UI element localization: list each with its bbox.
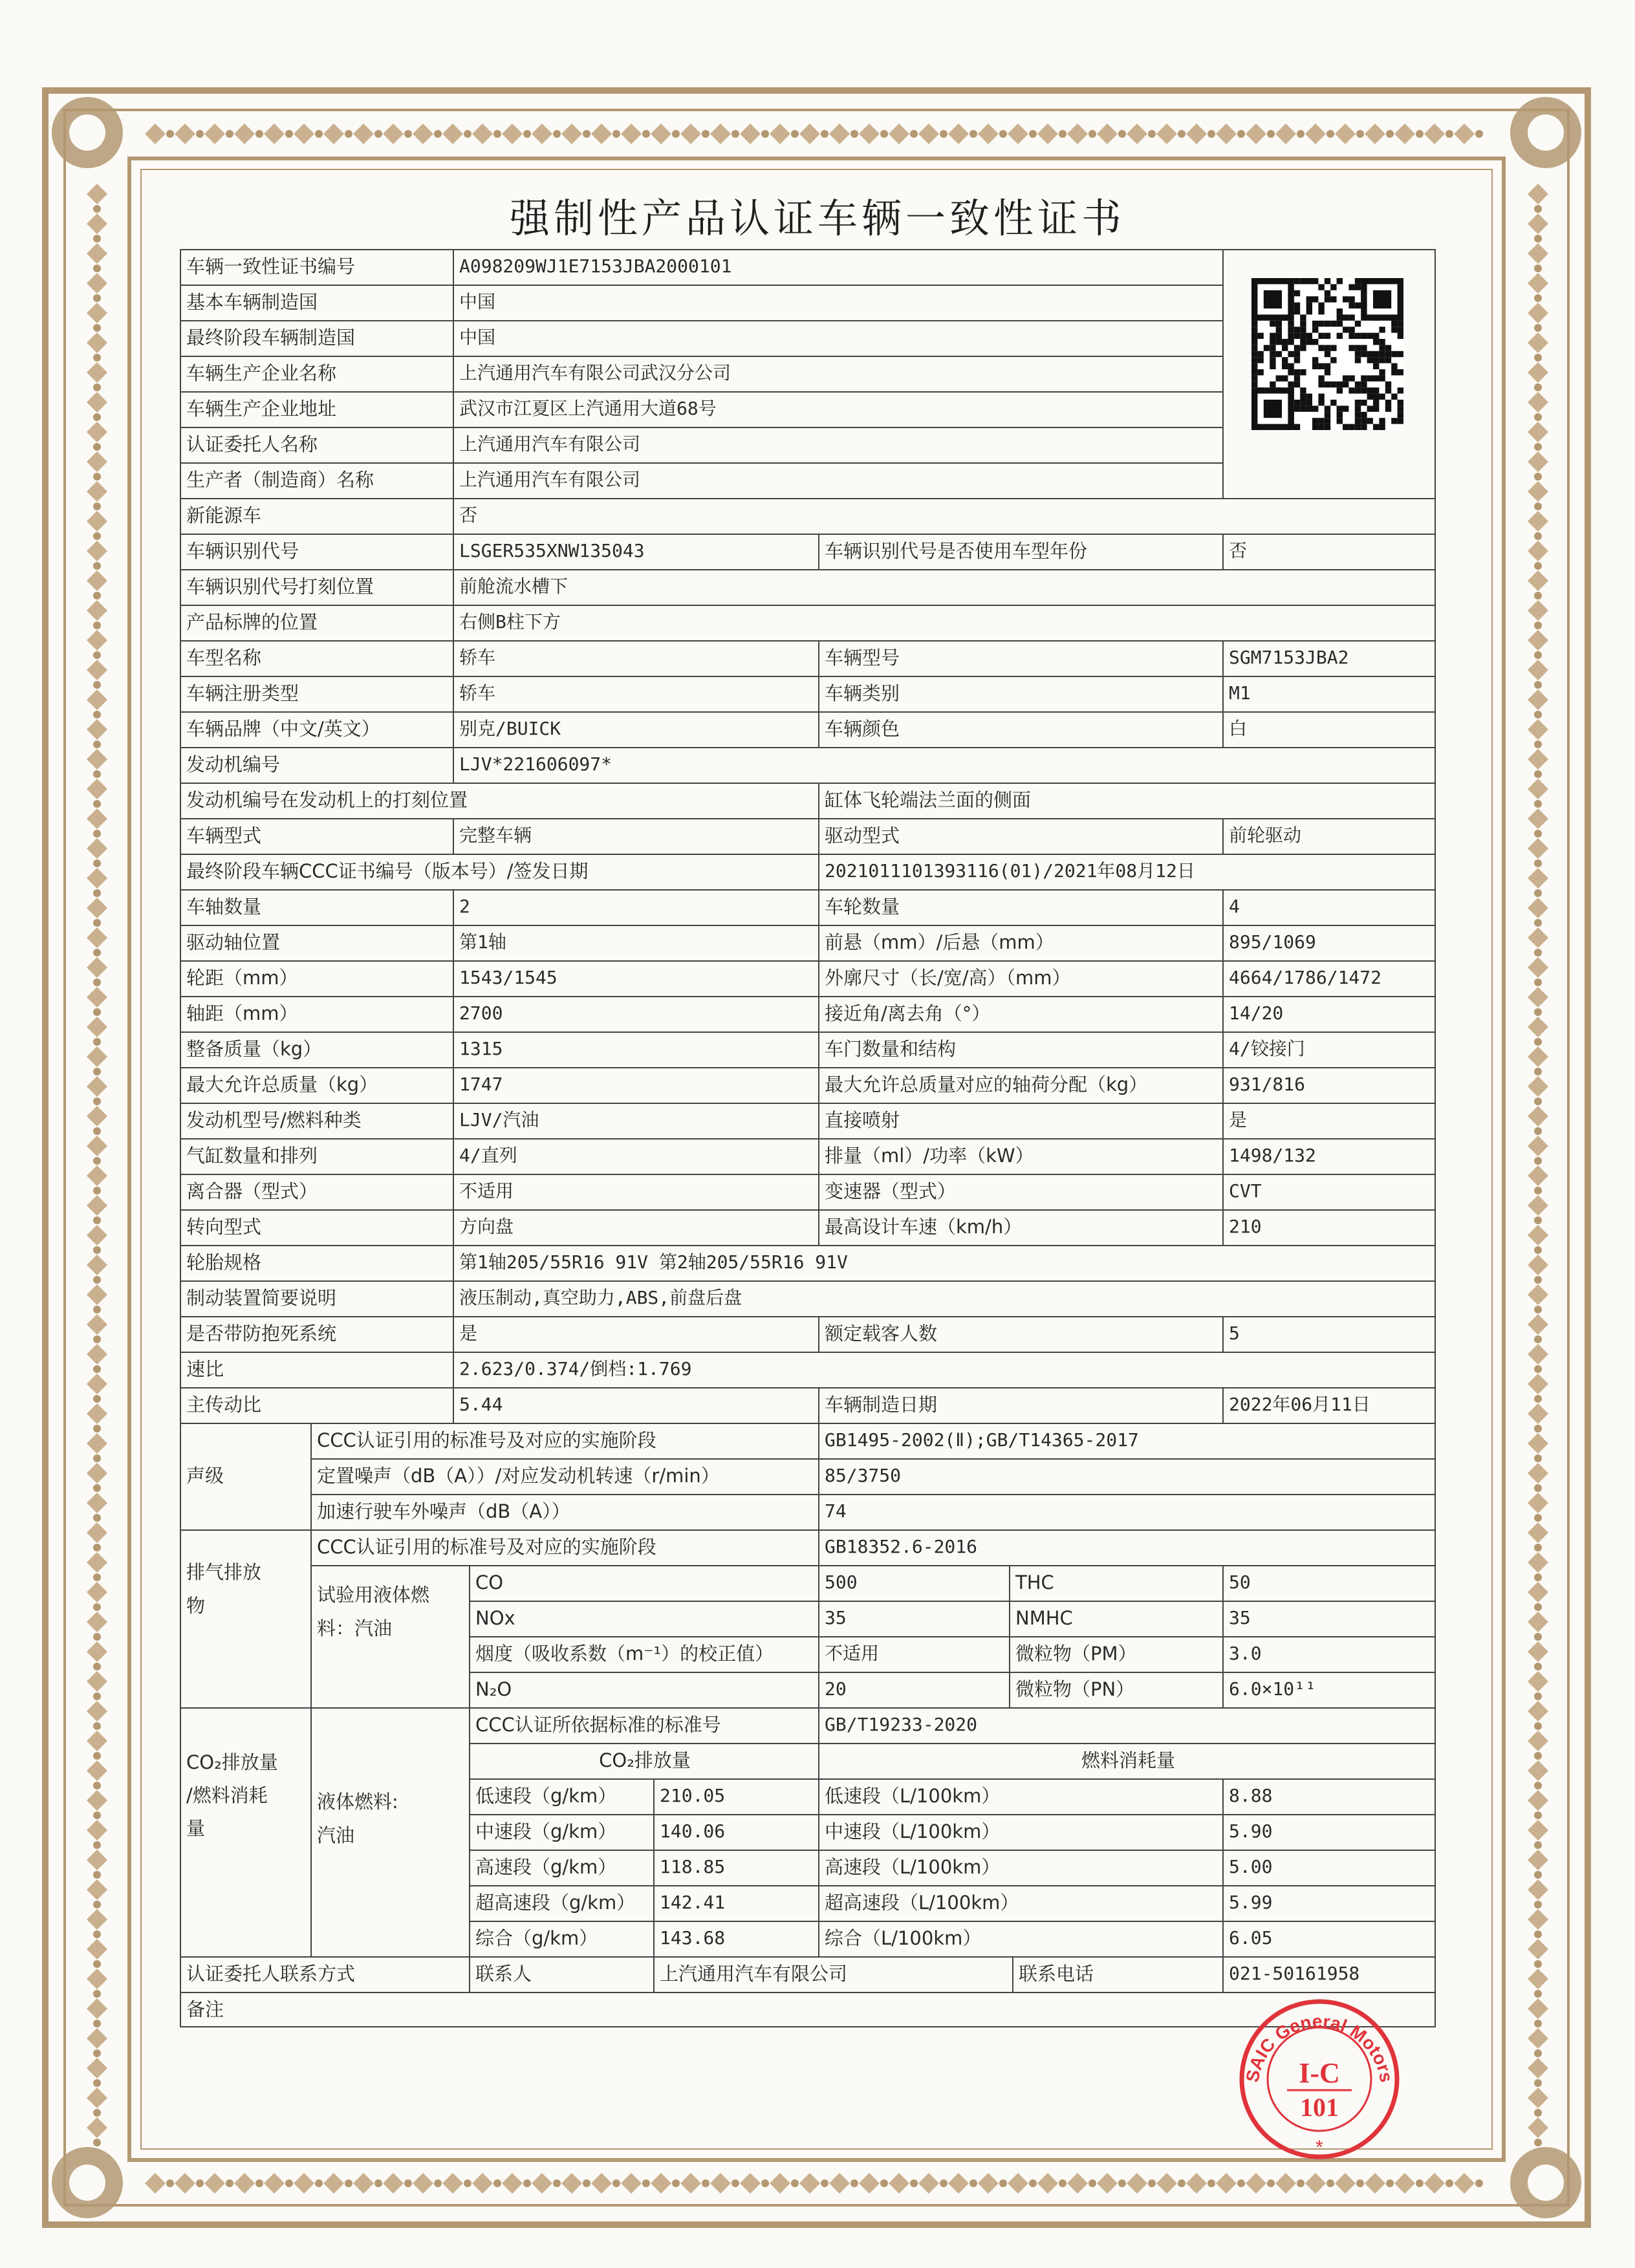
- table-rule: [818, 1174, 819, 1209]
- emission-smoke-label: 烟度（吸收系数（m⁻¹）的校正值）: [475, 1642, 774, 1665]
- fuel-row-value: 8.88: [1229, 1785, 1273, 1807]
- row-label2-cylinders: 排量（ml）/功率（kW）: [825, 1144, 1034, 1167]
- emission-nmhc-label: NMHC: [1015, 1606, 1073, 1629]
- table-rule: [453, 640, 454, 676]
- emission-thc-value: 50: [1229, 1571, 1251, 1593]
- table-rule: [1222, 1103, 1224, 1138]
- row-value-producer: 上汽通用汽车有限公司: [459, 469, 641, 491]
- table-rule: [453, 1103, 454, 1138]
- noise-stationary-value: 85/3750: [825, 1465, 902, 1487]
- co2-label-line1: CO₂排放量: [186, 1751, 278, 1773]
- table-rule: [453, 818, 454, 854]
- row-label-max_mass: 最大允许总质量（kg）: [186, 1073, 378, 1096]
- row-value-address: 武汉市江夏区上汽通用大道68号: [459, 398, 717, 420]
- co2-row-label: 低速段（g/km）: [475, 1784, 617, 1807]
- table-rule: [453, 1031, 454, 1067]
- emission-nmhc-value: 35: [1229, 1607, 1251, 1629]
- row-label-final_country: 最终阶段车辆制造国: [186, 326, 356, 349]
- row-value-tires: 第1轴205/55R16 91V 第2轴205/55R16 91V: [459, 1251, 848, 1273]
- fuel-row-label: 中速段（L/100km）: [825, 1820, 1001, 1842]
- table-rule: [453, 1387, 454, 1423]
- emission-n2o-value: 20: [825, 1678, 847, 1700]
- table-rule: [310, 1529, 312, 1707]
- row-label2-brand: 车辆颜色: [825, 717, 900, 740]
- row-label2-engine_model: 直接喷射: [825, 1108, 900, 1131]
- table-rule: [453, 249, 454, 498]
- table-rule: [453, 996, 454, 1031]
- co2-fuel-line1: 液体燃料:: [317, 1791, 398, 1813]
- table-rule: [469, 1601, 1436, 1602]
- table-rule: [818, 1316, 819, 1352]
- table-rule: [818, 783, 819, 818]
- co2-std-value: GB/T19233-2020: [825, 1714, 978, 1736]
- emission-n2o-label: N₂O: [475, 1678, 512, 1700]
- table-rule: [818, 818, 819, 854]
- row-value-applicant: 上汽通用汽车有限公司: [459, 433, 641, 455]
- table-rule: [818, 534, 819, 569]
- table-rule: [818, 1138, 819, 1174]
- table-rule: [469, 1672, 1436, 1673]
- table-rule: [1222, 1956, 1224, 1992]
- table-rule: [453, 747, 454, 783]
- row-label2-curb_mass: 车门数量和结构: [825, 1037, 957, 1060]
- co2-row-value: 118.85: [660, 1856, 726, 1878]
- table-rule: [1222, 1174, 1224, 1209]
- row-label-tires: 轮胎规格: [186, 1251, 262, 1273]
- emission-co-label: CO: [475, 1571, 504, 1593]
- row-value-vin_pos: 前舱流水槽下: [459, 576, 568, 598]
- row-label-ratio: 速比: [186, 1357, 224, 1380]
- row-value-clutch: 不适用: [459, 1180, 514, 1202]
- row-label2-clutch: 变速器（型式）: [825, 1180, 957, 1202]
- table-rule: [818, 996, 819, 1031]
- seal-number: 101: [1300, 2093, 1339, 2122]
- row-value2-veh_form: 前轮驱动: [1229, 825, 1302, 847]
- row-value2-final_drive: 2022年06月11日: [1229, 1394, 1370, 1416]
- co2-row-value: 142.41: [660, 1892, 726, 1914]
- row-label-model_name: 车型名称: [186, 646, 262, 669]
- co2-row-label: 综合（g/km）: [475, 1927, 598, 1949]
- row-label-steering: 转向型式: [186, 1215, 262, 1238]
- emission-std-label: CCC认证引用的标准号及对应的实施阶段: [317, 1535, 656, 1558]
- row-value2-drive_axle: 895/1069: [1229, 931, 1316, 953]
- row-label2-vin: 车辆识别代号是否使用车型年份: [825, 539, 1088, 562]
- contact-person-label: 联系人: [475, 1962, 532, 1985]
- table-rule: [453, 1280, 454, 1316]
- co2-row-label: 高速段（g/km）: [475, 1855, 617, 1878]
- row-label2-final_drive: 车辆制造日期: [825, 1393, 938, 1416]
- noise-drive-by-label: 加速行驶车外噪声（dB（A））: [317, 1500, 570, 1522]
- emission-pm-value: 3.0: [1229, 1643, 1262, 1665]
- co2-label-line3: 量: [186, 1817, 206, 1839]
- row-value-drive_axle: 第1轴: [459, 931, 506, 953]
- table-rule: [453, 1174, 454, 1209]
- table-rule: [453, 569, 454, 605]
- row-value-wheelbase: 2700: [459, 1002, 503, 1024]
- emission-fuel-line1: 试验用液体燃: [317, 1584, 430, 1606]
- row-label-cylinders: 气缸数量和排列: [186, 1144, 318, 1167]
- table-rule: [818, 889, 819, 925]
- emission-nox-value: 35: [825, 1607, 847, 1629]
- row-label-abs: 是否带防抱死系统: [186, 1322, 337, 1345]
- row-label-address: 车辆生产企业地址: [186, 397, 337, 420]
- row-label-track: 轮距（mm）: [186, 966, 298, 989]
- row-value2-brand: 白: [1229, 718, 1248, 740]
- row-label-company: 车辆生产企业名称: [186, 362, 337, 384]
- table-rule: [818, 1423, 819, 1529]
- fuel-row-label: 高速段（L/100km）: [825, 1855, 1001, 1878]
- row-value-veh_form: 完整车辆: [459, 825, 532, 847]
- table-rule: [818, 1031, 819, 1067]
- fuel-row-label: 综合（L/100km）: [825, 1927, 982, 1949]
- row-label-engine_no_pos: 发动机编号在发动机上的打刻位置: [186, 788, 468, 811]
- row-value2-axles: 4: [1229, 896, 1240, 918]
- row-label2-track: 外廓尺寸（长/宽/高）（mm）: [825, 966, 1071, 989]
- row-label2-wheelbase: 接近角/离去角（°）: [825, 1002, 991, 1024]
- table-rule: [1222, 711, 1224, 747]
- table-rule: [818, 711, 819, 747]
- row-value2-curb_mass: 4/铰接门: [1229, 1038, 1305, 1060]
- table-rule: [453, 676, 454, 711]
- table-rule: [653, 1956, 655, 1992]
- row-value2-clutch: CVT: [1229, 1180, 1262, 1202]
- table-rule: [818, 1529, 819, 1707]
- row-value-badge_pos: 右侧B柱下方: [459, 611, 561, 633]
- row-value2-wheelbase: 14/20: [1229, 1002, 1284, 1024]
- emission-pm-label: 微粒物（PM）: [1015, 1642, 1137, 1665]
- table-rule: [1222, 534, 1224, 569]
- table-rule: [818, 676, 819, 711]
- row-label-drive_axle: 驱动轴位置: [186, 931, 281, 953]
- table-rule: [1222, 1209, 1224, 1245]
- emission-pn-value: 6.0×10¹¹: [1229, 1678, 1316, 1700]
- table-rule: [180, 391, 1222, 393]
- co2-fuel-line2: 汽油: [317, 1824, 355, 1847]
- table-rule: [1009, 1565, 1010, 1707]
- table-rule: [453, 925, 454, 960]
- svg-text:*: *: [1316, 2137, 1323, 2158]
- table-rule: [1012, 1956, 1013, 1992]
- row-value-engine_no: LJV*221606097*: [459, 753, 612, 775]
- table-rule: [453, 534, 454, 569]
- row-value2-cylinders: 1498/132: [1229, 1145, 1316, 1167]
- row-value-ratio: 2.623/0.374/倒档:1.769: [459, 1358, 692, 1380]
- fuel-header: 燃料消耗量: [1081, 1749, 1175, 1771]
- seal-code: I-C: [1299, 2057, 1340, 2089]
- table-rule: [453, 1316, 454, 1352]
- co2-label: [186, 1746, 307, 1956]
- table-rule: [469, 1956, 470, 1992]
- row-label-producer: 生产者（制造商）名称: [186, 468, 374, 491]
- row-label-clutch: 离合器（型式）: [186, 1180, 318, 1202]
- table-rule: [1222, 640, 1224, 676]
- table-rule: [818, 1707, 819, 1956]
- fuel-row-value: 5.00: [1229, 1856, 1273, 1878]
- row-value-model_name: 轿车: [459, 647, 496, 669]
- document-title: 强制性产品认证车辆一致性证书: [509, 195, 1125, 242]
- fuel-row-value: 6.05: [1229, 1927, 1273, 1949]
- co2-row-value: 140.06: [660, 1820, 726, 1842]
- table-rule: [453, 498, 454, 534]
- row-label-brand: 车辆品牌（中文/英文）: [186, 717, 380, 740]
- table-rule: [1222, 1565, 1224, 1707]
- noise-label: 声级: [186, 1464, 224, 1487]
- co2-row-value: 210.05: [660, 1785, 726, 1807]
- table-rule: [1222, 1778, 1224, 1956]
- row-label2-steering: 最高设计车速（km/h）: [825, 1215, 1023, 1238]
- table-rule: [310, 1494, 1436, 1495]
- table-rule: [818, 640, 819, 676]
- remarks-label: 备注: [186, 1998, 224, 2020]
- table-rule: [180, 462, 1222, 464]
- table-rule: [453, 889, 454, 925]
- table-rule: [818, 854, 819, 889]
- row-label-final_ccc: 最终阶段车辆CCC证书编号（版本号）/签发日期: [186, 859, 589, 882]
- row-label-engine_no: 发动机编号: [186, 753, 281, 775]
- table-rule: [818, 960, 819, 996]
- row-label2-axles: 车轮数量: [825, 895, 900, 918]
- emission-label-line2: 物: [186, 1595, 206, 1617]
- emission-label: [186, 1555, 307, 1707]
- fuel-row-value: 5.99: [1229, 1892, 1273, 1914]
- row-value2-steering: 210: [1229, 1216, 1262, 1238]
- table-rule: [180, 356, 1222, 357]
- table-rule: [1222, 889, 1224, 925]
- table-rule: [453, 1245, 454, 1280]
- company-seal: [1232, 1992, 1407, 2166]
- co2-header: CO₂排放量: [599, 1749, 691, 1771]
- table-rule: [1222, 1138, 1224, 1174]
- row-value-cylinders: 4/直列: [459, 1145, 517, 1167]
- table-rule: [818, 1067, 819, 1103]
- row-value-abs: 是: [459, 1323, 478, 1345]
- co2-row-value: 143.68: [660, 1927, 726, 1949]
- row-label-final_drive: 主传动比: [186, 1393, 262, 1416]
- row-label2-max_mass: 最大允许总质量对应的轴荷分配（kg）: [825, 1073, 1148, 1096]
- row-label-wheelbase: 轴距（mm）: [186, 1002, 298, 1024]
- table-rule: [310, 1707, 312, 1956]
- table-rule: [818, 1103, 819, 1138]
- table-rule: [469, 1707, 470, 1956]
- emission-thc-label: THC: [1015, 1571, 1054, 1593]
- row-label-badge_pos: 产品标牌的位置: [186, 610, 318, 633]
- row-label-vin_pos: 车辆识别代号打刻位置: [186, 575, 374, 598]
- emission-std-value: GB18352.6-2016: [825, 1536, 978, 1558]
- contact-label: 认证委托人联系方式: [186, 1962, 356, 1985]
- table-rule: [1222, 1387, 1224, 1423]
- table-rule: [310, 1458, 1436, 1460]
- table-rule: [453, 711, 454, 747]
- row-label2-abs: 额定载客人数: [825, 1322, 938, 1345]
- row-value-final_drive: 5.44: [459, 1394, 503, 1416]
- table-rule: [1222, 818, 1224, 854]
- table-rule: [469, 1565, 470, 1707]
- row-label2-drive_axle: 前悬（mm）/后悬（mm）: [825, 931, 1054, 953]
- row-value2-vin: 否: [1229, 540, 1248, 562]
- row-value-steering: 方向盘: [459, 1216, 514, 1238]
- row-value2-abs: 5: [1229, 1323, 1240, 1345]
- row-value-cert_no: A098209WJ1E7153JBA2000101: [459, 255, 732, 277]
- fuel-row-label: 低速段（L/100km）: [825, 1784, 1001, 1807]
- row-value-final_country: 中国: [459, 327, 496, 349]
- table-rule: [180, 320, 1222, 321]
- row-value-base_country: 中国: [459, 291, 496, 313]
- table-rule: [1222, 1031, 1224, 1067]
- table-rule: [453, 1138, 454, 1174]
- table-rule: [180, 285, 1222, 286]
- noise-std-value: GB1495-2002(Ⅱ);GB/T14365-2017: [825, 1429, 1139, 1451]
- row-value-final_ccc: 2021011101393116(01)/2021年08月12日: [825, 860, 1195, 882]
- seal-top-text: SAIC General Motors: [1242, 2011, 1397, 2084]
- contact-phone-label: 联系电话: [1019, 1962, 1094, 1985]
- table-rule: [1222, 925, 1224, 960]
- row-value2-track: 4664/1786/1472: [1229, 967, 1382, 989]
- row-label-reg_type: 车辆注册类型: [186, 682, 299, 704]
- emission-co-value: 500: [825, 1571, 858, 1593]
- noise-stationary-label: 定置噪声（dB（A））/对应发动机转速（r/min）: [317, 1464, 720, 1487]
- row-label-applicant: 认证委托人名称: [186, 433, 318, 455]
- table-rule: [469, 1636, 1436, 1637]
- noise-std-label: CCC认证引用的标准号及对应的实施阶段: [317, 1429, 656, 1451]
- fuel-row-label: 超高速段（L/100km）: [825, 1891, 1019, 1914]
- row-label-base_country: 基本车辆制造国: [186, 290, 318, 313]
- row-label-vin: 车辆识别代号: [186, 539, 299, 562]
- co2-label-line2: /燃料消耗: [186, 1784, 268, 1806]
- row-value-axles: 2: [459, 896, 470, 918]
- table-rule: [1222, 960, 1224, 996]
- table-rule: [818, 1387, 819, 1423]
- co2-fuel-label: [317, 1785, 465, 1956]
- table-rule: [818, 1209, 819, 1245]
- table-rule: [818, 925, 819, 960]
- row-value-new_energy: 否: [459, 504, 478, 526]
- table-rule: [453, 1352, 454, 1387]
- emission-nox-label: NOx: [475, 1606, 515, 1629]
- table-rule: [1222, 676, 1224, 711]
- noise-drive-by-value: 74: [825, 1500, 847, 1522]
- table-rule: [180, 427, 1222, 428]
- row-label-brakes: 制动装置简要说明: [186, 1286, 337, 1309]
- table-rule: [1222, 1316, 1224, 1352]
- row-label2-reg_type: 车辆类别: [825, 682, 900, 704]
- emission-fuel-line2: 料：汽油: [317, 1617, 393, 1640]
- table-rule: [453, 605, 454, 640]
- row-value-track: 1543/1545: [459, 967, 558, 989]
- row-label-engine_model: 发动机型号/燃料种类: [186, 1108, 362, 1131]
- co2-std-label: CCC认证所依据标准的标准号: [475, 1713, 721, 1736]
- row-label2-veh_form: 驱动型式: [825, 824, 900, 847]
- emission-label-line1: 排气排放: [186, 1561, 262, 1583]
- row-value-vin: LSGER535XNW135043: [459, 540, 645, 562]
- row-value2-engine_model: 是: [1229, 1109, 1248, 1131]
- fuel-row-value: 5.90: [1229, 1820, 1273, 1842]
- row-label-veh_form: 车辆型式: [186, 824, 262, 847]
- emission-pn-label: 微粒物（PN）: [1015, 1678, 1135, 1700]
- row-value-reg_type: 轿车: [459, 682, 496, 704]
- row-value2-max_mass: 931/816: [1229, 1074, 1306, 1096]
- row-label-curb_mass: 整备质量（kg）: [186, 1037, 322, 1060]
- table-rule: [453, 1209, 454, 1245]
- row-value-company: 上汽通用汽车有限公司武汉分公司: [459, 362, 731, 384]
- row-value2-model_name: SGM7153JBA2: [1229, 647, 1349, 669]
- table-rule: [1222, 1067, 1224, 1103]
- emission-smoke-value: 不适用: [825, 1643, 880, 1665]
- qr-code-icon: [1251, 278, 1403, 430]
- row-value-engine_no_pos: 缸体飞轮端法兰面的侧面: [825, 788, 1032, 811]
- row-label2-model_name: 车辆型号: [825, 646, 900, 669]
- row-value-brakes: 液压制动,真空助力,ABS,前盘后盘: [459, 1287, 742, 1309]
- table-rule: [653, 1778, 655, 1956]
- table-rule: [1222, 249, 1224, 498]
- row-value-max_mass: 1747: [459, 1074, 503, 1096]
- table-rule: [310, 1423, 312, 1529]
- table-rule: [453, 1067, 454, 1103]
- table-rule: [1222, 996, 1224, 1031]
- emission-fuel-label: [317, 1578, 465, 1707]
- row-value-brand: 别克/BUICK: [459, 718, 561, 740]
- row-value2-reg_type: M1: [1229, 682, 1251, 704]
- contact-phone-value: 021-50161958: [1229, 1963, 1360, 1985]
- row-label-new_energy: 新能源车: [186, 504, 262, 526]
- co2-row-label: 中速段（g/km）: [475, 1820, 617, 1842]
- row-label-cert_no: 车辆一致性证书编号: [186, 255, 356, 277]
- table-rule: [453, 960, 454, 996]
- contact-person-value: 上汽通用汽车有限公司: [660, 1962, 848, 1985]
- row-label-axles: 车轴数量: [186, 895, 262, 918]
- row-value-engine_model: LJV/汽油: [459, 1109, 539, 1131]
- co2-row-label: 超高速段（g/km）: [475, 1891, 636, 1914]
- row-value-curb_mass: 1315: [459, 1038, 503, 1060]
